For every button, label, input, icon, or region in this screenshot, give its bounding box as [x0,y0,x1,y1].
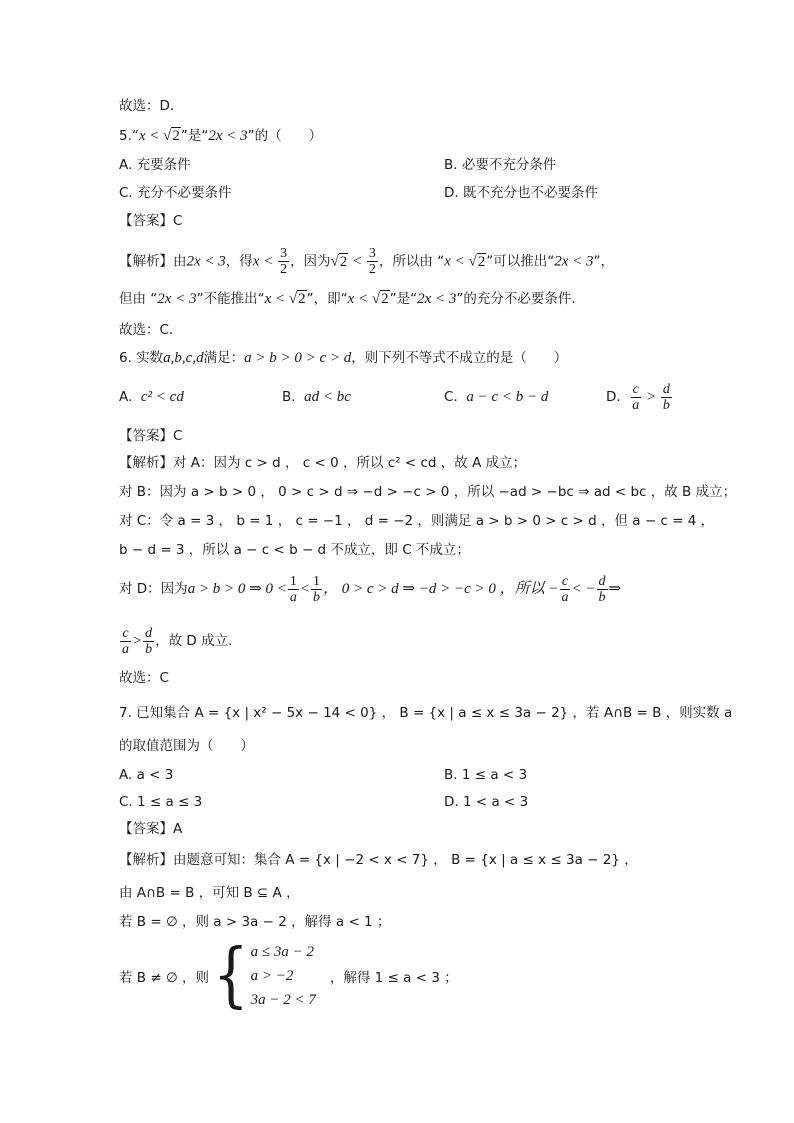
text: ”不能推出“ [196,291,265,307]
fraction [661,382,672,413]
q6-option-a [119,387,184,407]
numerator: 3 [368,246,376,261]
radicand: 2 [298,291,306,307]
radicand: 2 [172,128,180,144]
fraction [367,246,378,277]
math: x < [252,253,278,270]
text: ”是“ [389,291,418,307]
q5-option-c: C. 充分不必要条件 [119,185,232,201]
numerator: d [145,625,153,641]
sqrt: √2 [163,128,180,144]
numerator: d [598,573,606,589]
denominator: b [598,589,606,605]
q7-option-c: C. 1 ≤ a ≤ 3 [119,794,203,810]
numerator: d [662,381,670,397]
q6-conclusion: 故选：C [119,670,169,686]
radicand: 2 [381,291,389,307]
q7-option-b: B. 1 ≤ a < 3 [444,767,528,783]
fraction [143,626,154,657]
math: x < [347,291,372,307]
math: < [299,581,310,597]
q7-solution-2: 由 A∩B = B ，可知 B ⊆ A ， [119,885,300,901]
text: ，解得 1 ≤ a < 3 ； [329,970,458,986]
numerator: 1 [289,573,297,589]
denominator: 2 [280,262,288,277]
math: a > b > 0 ⇒ 0 < [187,581,287,597]
math: 2x < 3 [554,253,594,270]
math: 2x < 3 [157,291,197,307]
numerator: 1 [313,573,320,589]
q6-stem [119,348,567,368]
text: 满足： [203,350,245,366]
left-brace: { [213,934,249,1016]
q6-solution-b: 对 B：因为 a > b > 0 ， 0 > c > d ⇒ −d > −c > 0 ，所以 −ad > −bc ⇒ ad < bc ，故 B 成立； [119,484,737,500]
math: ad < bc [304,389,351,405]
text: 若 B ≠ ∅ ，则 [119,970,209,986]
option-label: C. [444,389,458,405]
text: ”， [593,253,615,270]
q5-stem [119,126,322,146]
text: ，所以由 “ [378,253,445,270]
math: 2x < 3 [417,291,457,307]
option-label: D. [606,389,621,405]
text: ”的充分不必要条件. [456,291,576,307]
q7-solution-3: 若 B = ∅ ，则 a > 3a − 2 ，解得 a < 1 ； [119,914,391,930]
math: c² < cd [140,389,184,405]
q6-option-d [606,378,673,416]
q6-solution-c1: 对 C：令 a = 3 ， b = 1 ， c = −1 ， d = −2 ，则满足 a > b > 0 > c > d ，但 a − c = 4 ， [119,513,715,529]
text: ”是“ [180,128,209,144]
q6-solution-d2 [119,622,232,660]
text: ”的（ ） [247,128,323,144]
math: 2x < 3 [186,253,226,270]
denominator: b [145,641,153,657]
text: 6. 实数 [119,350,164,366]
q6-option-c [444,387,548,407]
text: 但由 “ [119,291,158,307]
q6-option-b [282,387,351,407]
radicand: 2 [339,253,348,270]
fraction [288,574,299,605]
system-line: a > −2 [250,968,294,984]
denominator: a [289,589,297,605]
q7-answer: 【答案】A [119,821,183,837]
denominator: a [122,641,129,657]
q6-solution-d1 [119,570,621,608]
q7-stem-line1: 7. 已知集合 A = {x | x² − 5x − 14 < 0} ， B = {x | a ≤ x ≤ 3a − 2} ，若 A∩B = B ，则实数 a [119,705,733,721]
inequality-system [251,940,316,1012]
text: ，得 [225,253,253,270]
q7-solution-4 [119,934,458,1016]
math: > [642,389,660,405]
text: ，故 D 成立. [155,633,233,649]
math: ⇒ [608,581,622,597]
numerator: c [561,573,569,589]
sqrt: √2 [288,291,306,307]
fraction [630,382,641,413]
system-line: 3a − 2 < 7 [250,992,316,1008]
sqrt: √2 [468,253,486,270]
q4-conclusion: 故选：D. [119,98,175,114]
q7-option-a: A. a < 3 [119,767,174,783]
text: 【解析】由 [119,253,187,270]
numerator: 3 [280,246,288,261]
math: a − c < b − d [466,389,549,405]
sqrt: √2 [330,253,348,270]
math: < − [571,581,596,597]
denominator: a [632,397,640,413]
q7-option-d: D. 1 < a < 3 [444,794,529,810]
numerator: c [632,381,639,397]
q5-option-b: B. 必要不充分条件 [444,157,557,173]
q6-solution-c2: b − d = 3 ，所以 a − c < b − d 不成立，即 C 不成立； [119,542,470,558]
math: x < [138,128,164,144]
denominator: b [662,397,670,413]
denominator: b [313,589,320,605]
q7-stem-line2: 的取值范围为（ ） [119,738,254,754]
text: ”可以推出“ [486,253,555,270]
denominator: 2 [368,262,376,277]
fraction [120,626,131,657]
q5-solution-line2 [119,289,576,309]
fraction [597,574,608,605]
denominator: a [561,589,569,605]
sqrt: √2 [371,291,389,307]
math: x < [444,253,469,270]
radicand: 2 [477,253,486,270]
fraction [560,574,571,605]
q7-solution-1: 【解析】由题意可知：集合 A = {x | −2 < x < 7} ， B = {x | a ≤ x ≤ 3a − 2} ， [119,852,638,868]
text: ”，即“ [306,291,348,307]
q5-option-a: A. 充要条件 [119,157,191,173]
q5-option-d: D. 既不充分也不必要条件 [444,185,598,201]
text: ，则下列不等式不成立的是（ ） [351,350,568,366]
text: 5.“ [119,128,139,144]
q5-solution-line1 [119,246,614,277]
fraction [311,574,322,605]
system-line: a ≤ 3a − 2 [250,944,314,960]
math: ， 0 > c > d ⇒ −d > −c > 0 ，所以 − [323,581,559,597]
q6-answer: 【答案】C [119,428,183,444]
q5-answer: 【答案】C [119,213,183,229]
math: x < [264,291,289,307]
text: 对 D：因为 [119,581,188,597]
q6-solution-a: 【解析】对 A：因为 c > d ， c < 0 ，所以 c² < cd ，故 A 成立； [119,455,527,471]
numerator: c [122,625,129,641]
math: a > b > 0 > c > d [244,350,352,366]
text: ，因为 [290,253,331,270]
option-label: B. [282,389,296,405]
option-label: A. [119,389,133,405]
math: a,b,c,d [163,350,204,366]
math: 2x < 3 [208,128,248,144]
math: > [132,633,143,649]
math: < [348,253,366,270]
fraction [278,246,289,277]
q5-conclusion: 故选：C. [119,322,174,338]
